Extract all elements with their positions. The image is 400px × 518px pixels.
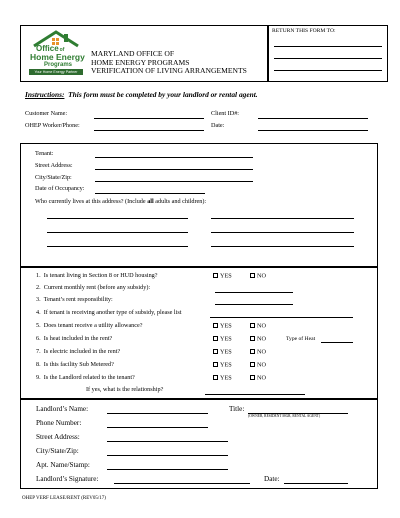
title-line-3: VERIFICATION OF LIVING ARRANGEMENTS [91,66,247,76]
landlord-name-field[interactable] [107,413,208,414]
logo-office: Office [36,44,59,53]
instructions-label: Instructions: [25,90,65,99]
tenant-field[interactable] [95,157,253,158]
landlord-city-label: City/State/Zip: [36,447,79,455]
checkbox-icon[interactable] [250,375,255,380]
tenant-city-field[interactable] [95,181,253,182]
return-line-2[interactable] [274,58,382,59]
client-id-label: Client ID#: [211,110,240,117]
worker-phone-field[interactable] [94,130,204,131]
tenant-city-label: City/State/Zip: [35,174,72,181]
tenant-street-label: Street Address: [35,162,73,169]
landlord-date-label: Date: [264,475,280,483]
landlord-phone-field[interactable] [107,427,208,428]
landlord-street-label: Street Address: [36,433,80,441]
q9-yes[interactable]: YES [213,375,232,382]
resident-line-2b[interactable] [211,232,354,233]
apt-stamp-field[interactable] [107,469,228,470]
landlord-phone-label: Phone Number: [36,419,82,427]
ohep-logo [28,28,84,78]
occupancy-label: Date of Occupancy: [35,185,85,192]
worker-phone-label: OHEP Worker/Phone: [25,122,80,129]
question-3: 3. Tenant’s rent responsibility: [36,296,113,303]
checkbox-icon[interactable] [250,273,255,278]
tenant-street-field[interactable] [95,169,253,170]
instructions-text: This form must be completed by your landlord or rental agent. [68,90,258,99]
relationship-field[interactable] [205,394,305,395]
q7-no[interactable]: NO [250,349,266,356]
checkbox-icon[interactable] [213,273,218,278]
residents-question: Who currently lives at this address? (Include all adults and children): [35,198,207,205]
landlord-title-label: Title: [229,405,245,413]
q5-yes[interactable]: YES [213,323,232,330]
landlord-street-field[interactable] [107,441,228,442]
landlord-signature-label: Landlord’s Signature: [36,475,99,483]
checkbox-icon[interactable] [213,336,218,341]
form-title [91,50,247,76]
form-footer: OHEP VERF LEASE/RENT (REV05/17) [22,496,106,501]
return-line-3[interactable] [274,70,382,71]
client-id-field[interactable] [258,118,368,119]
checkbox-icon[interactable] [250,336,255,341]
logo-of: of [59,47,65,53]
top-date-label: Date: [211,122,225,129]
q7-yes[interactable]: YES [213,349,232,356]
q6-no[interactable]: NO [250,336,266,343]
customer-name-label: Customer Name: [25,110,68,117]
title-note: (OWNER, RESIDENT MGR, RENTAL AGENT) [248,414,321,418]
occupancy-field[interactable] [95,193,205,194]
q1-yes[interactable]: YES [213,273,232,280]
instructions [25,91,258,98]
type-of-heat-label: Type of Heat [286,336,316,342]
checkbox-icon[interactable] [213,375,218,380]
question-6: 6. Is heat included in the rent? [36,335,113,342]
checkbox-icon[interactable] [213,349,218,354]
q6-yes[interactable]: YES [213,336,232,343]
title-line-1: MARYLAND OFFICE OF [91,49,175,58]
title-line-2: HOME ENERGY PROGRAMS [91,57,190,67]
q9-no[interactable]: NO [250,375,266,382]
resident-line-3a[interactable] [47,246,188,247]
resident-line-1a[interactable] [47,218,188,219]
resident-line-2a[interactable] [47,232,188,233]
question-2: 2. Current monthly rent (before any subsidy): [36,284,151,291]
landlord-city-field[interactable] [107,455,228,456]
question-7: 7. Is electric included in the rent? [36,348,121,355]
landlord-name-label: Landlord’s Name: [36,405,89,413]
question-5: 5. Does tenant receive a utility allowance? [36,322,143,329]
apt-stamp-label: Apt. Name/Stamp: [36,461,90,469]
q5-no[interactable]: NO [250,323,266,330]
landlord-signature-field[interactable] [114,483,250,484]
q3-responsibility-field[interactable] [215,304,293,305]
checkbox-icon[interactable] [250,323,255,328]
question-9: 9. Is the Landlord related to the tenant? [36,374,135,381]
checkbox-icon[interactable] [250,362,255,367]
type-of-heat-field[interactable] [321,342,353,343]
top-date-field[interactable] [258,130,368,131]
q4-subsidy-field[interactable] [210,317,353,318]
q8-no[interactable]: NO [250,362,266,369]
checkbox-icon[interactable] [213,362,218,367]
return-line-1[interactable] [274,46,382,47]
question-1: 1. Is tenant living in Section 8 or HUD housing? [36,272,158,279]
logo-programs: Programs [44,62,73,68]
question-8: 8. Is this facility Sub Metered? [36,361,114,368]
resident-line-3b[interactable] [211,246,354,247]
customer-name-field[interactable] [94,118,204,119]
checkbox-icon[interactable] [213,323,218,328]
logo-tagline: Your Home Energy Partner [29,69,83,75]
q1-no[interactable]: NO [250,273,266,280]
q8-yes[interactable]: YES [213,362,232,369]
tenant-label: Tenant: [35,150,54,157]
question-4: 4. If tenant is receiving another type of subsidy, please list [36,309,182,316]
return-label: RETURN THIS FORM TO: [272,28,336,34]
logo-home-energy: Home Energy [30,52,85,62]
checkbox-icon[interactable] [250,349,255,354]
resident-line-1b[interactable] [211,218,354,219]
landlord-date-field[interactable] [284,483,348,484]
q2-rent-field[interactable] [215,292,293,293]
relationship-question: If yes, what is the relationship? [86,386,164,393]
